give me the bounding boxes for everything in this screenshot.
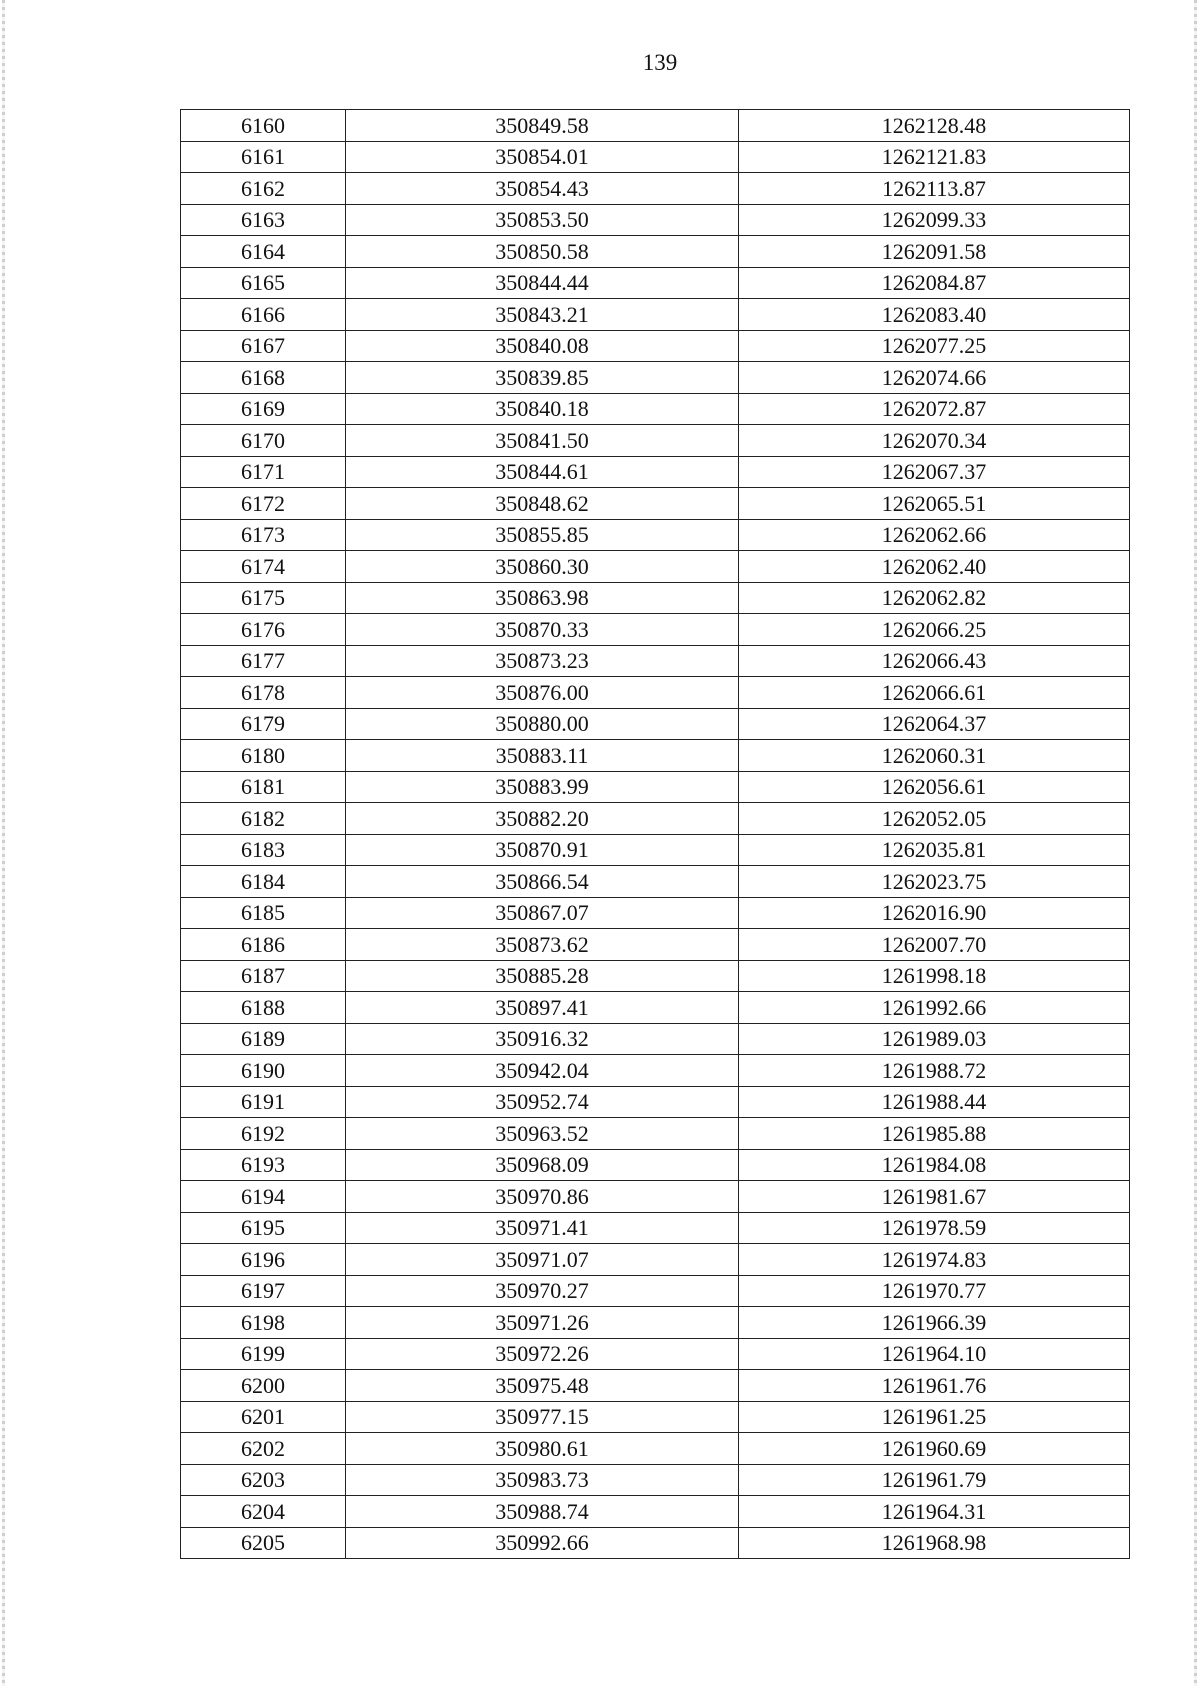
point-number-cell: 6202 [181, 1433, 346, 1465]
x-coordinate-cell: 350849.58 [346, 110, 739, 142]
point-number-cell: 6197 [181, 1275, 346, 1307]
table-row [181, 425, 1130, 457]
y-coordinate-cell: 1262091.58 [739, 236, 1130, 268]
table-row [181, 708, 1130, 740]
point-number-cell: 6196 [181, 1244, 346, 1276]
x-coordinate-cell: 350840.08 [346, 330, 739, 362]
table-row [181, 204, 1130, 236]
point-number-cell: 6180 [181, 740, 346, 772]
y-coordinate-cell: 1262067.37 [739, 456, 1130, 488]
point-number-cell: 6203 [181, 1464, 346, 1496]
point-number-cell: 6200 [181, 1370, 346, 1402]
y-coordinate-cell: 1262121.83 [739, 141, 1130, 173]
table-row [181, 1370, 1130, 1402]
x-coordinate-cell: 350916.32 [346, 1023, 739, 1055]
table-row [181, 582, 1130, 614]
point-number-cell: 6184 [181, 866, 346, 898]
point-number-cell: 6190 [181, 1055, 346, 1087]
x-coordinate-cell: 350844.61 [346, 456, 739, 488]
x-coordinate-cell: 350863.98 [346, 582, 739, 614]
table-row [181, 1464, 1130, 1496]
x-coordinate-cell: 350850.58 [346, 236, 739, 268]
y-coordinate-cell: 1261981.67 [739, 1181, 1130, 1213]
table-row [181, 236, 1130, 268]
x-coordinate-cell: 350971.26 [346, 1307, 739, 1339]
x-coordinate-cell: 350977.15 [346, 1401, 739, 1433]
point-number-cell: 6167 [181, 330, 346, 362]
x-coordinate-cell: 350839.85 [346, 362, 739, 394]
point-number-cell: 6185 [181, 897, 346, 929]
table-row [181, 267, 1130, 299]
x-coordinate-cell: 350970.27 [346, 1275, 739, 1307]
point-number-cell: 6168 [181, 362, 346, 394]
x-coordinate-cell: 350866.54 [346, 866, 739, 898]
point-number-cell: 6165 [181, 267, 346, 299]
y-coordinate-cell: 1261968.98 [739, 1527, 1130, 1559]
scan-edge-left [2, 0, 5, 1686]
x-coordinate-cell: 350848.62 [346, 488, 739, 520]
table-row [181, 992, 1130, 1024]
table-row [181, 866, 1130, 898]
point-number-cell: 6169 [181, 393, 346, 425]
x-coordinate-cell: 350841.50 [346, 425, 739, 457]
table-row [181, 488, 1130, 520]
y-coordinate-cell: 1262035.81 [739, 834, 1130, 866]
table-row [181, 1338, 1130, 1370]
x-coordinate-cell: 350975.48 [346, 1370, 739, 1402]
coordinate-table [180, 109, 1130, 1559]
point-number-cell: 6199 [181, 1338, 346, 1370]
point-number-cell: 6194 [181, 1181, 346, 1213]
table-row [181, 1527, 1130, 1559]
page-number: 139 [642, 50, 678, 75]
x-coordinate-cell: 350873.23 [346, 645, 739, 677]
table-row [181, 771, 1130, 803]
y-coordinate-cell: 1261988.44 [739, 1086, 1130, 1118]
table-row [181, 1244, 1130, 1276]
x-coordinate-cell: 350968.09 [346, 1149, 739, 1181]
x-coordinate-cell: 350844.44 [346, 267, 739, 299]
point-number-cell: 6183 [181, 834, 346, 866]
y-coordinate-cell: 1262023.75 [739, 866, 1130, 898]
y-coordinate-cell: 1261988.72 [739, 1055, 1130, 1087]
y-coordinate-cell: 1261964.10 [739, 1338, 1130, 1370]
table-row [181, 614, 1130, 646]
table-row [181, 1275, 1130, 1307]
table-row [181, 330, 1130, 362]
table-row [181, 1086, 1130, 1118]
table-row [181, 141, 1130, 173]
point-number-cell: 6188 [181, 992, 346, 1024]
point-number-cell: 6195 [181, 1212, 346, 1244]
point-number-cell: 6205 [181, 1527, 346, 1559]
x-coordinate-cell: 350854.43 [346, 173, 739, 205]
x-coordinate-cell: 350980.61 [346, 1433, 739, 1465]
table-row [181, 960, 1130, 992]
table-row [181, 645, 1130, 677]
table-row [181, 362, 1130, 394]
point-number-cell: 6186 [181, 929, 346, 961]
x-coordinate-cell: 350963.52 [346, 1118, 739, 1150]
x-coordinate-cell: 350883.11 [346, 740, 739, 772]
x-coordinate-cell: 350972.26 [346, 1338, 739, 1370]
y-coordinate-cell: 1262060.31 [739, 740, 1130, 772]
point-number-cell: 6172 [181, 488, 346, 520]
point-number-cell: 6174 [181, 551, 346, 583]
point-number-cell: 6191 [181, 1086, 346, 1118]
table-row [181, 110, 1130, 142]
x-coordinate-cell: 350970.86 [346, 1181, 739, 1213]
table-row [181, 740, 1130, 772]
y-coordinate-cell: 1262056.61 [739, 771, 1130, 803]
x-coordinate-cell: 350843.21 [346, 299, 739, 331]
y-coordinate-cell: 1262113.87 [739, 173, 1130, 205]
y-coordinate-cell: 1262070.34 [739, 425, 1130, 457]
y-coordinate-cell: 1261978.59 [739, 1212, 1130, 1244]
x-coordinate-cell: 350873.62 [346, 929, 739, 961]
table-row [181, 834, 1130, 866]
point-number-cell: 6187 [181, 960, 346, 992]
y-coordinate-cell: 1262084.87 [739, 267, 1130, 299]
point-number-cell: 6162 [181, 173, 346, 205]
x-coordinate-cell: 350870.91 [346, 834, 739, 866]
x-coordinate-cell: 350983.73 [346, 1464, 739, 1496]
y-coordinate-cell: 1261992.66 [739, 992, 1130, 1024]
table-row [181, 299, 1130, 331]
table-body [181, 110, 1130, 1559]
point-number-cell: 6198 [181, 1307, 346, 1339]
table-row [181, 173, 1130, 205]
table-row [181, 1149, 1130, 1181]
x-coordinate-cell: 350952.74 [346, 1086, 739, 1118]
point-number-cell: 6192 [181, 1118, 346, 1150]
x-coordinate-cell: 350942.04 [346, 1055, 739, 1087]
x-coordinate-cell: 350882.20 [346, 803, 739, 835]
x-coordinate-cell: 350883.99 [346, 771, 739, 803]
y-coordinate-cell: 1262064.37 [739, 708, 1130, 740]
table-row [181, 456, 1130, 488]
point-number-cell: 6166 [181, 299, 346, 331]
table-row [181, 897, 1130, 929]
table-row [181, 519, 1130, 551]
x-coordinate-cell: 350860.30 [346, 551, 739, 583]
point-number-cell: 6181 [181, 771, 346, 803]
point-number-cell: 6179 [181, 708, 346, 740]
point-number-cell: 6161 [181, 141, 346, 173]
point-number-cell: 6177 [181, 645, 346, 677]
y-coordinate-cell: 1262062.40 [739, 551, 1130, 583]
table-row [181, 1401, 1130, 1433]
table-row [181, 1055, 1130, 1087]
y-coordinate-cell: 1262074.66 [739, 362, 1130, 394]
table-row [181, 677, 1130, 709]
y-coordinate-cell: 1261989.03 [739, 1023, 1130, 1055]
y-coordinate-cell: 1261961.25 [739, 1401, 1130, 1433]
x-coordinate-cell: 350885.28 [346, 960, 739, 992]
point-number-cell: 6170 [181, 425, 346, 457]
y-coordinate-cell: 1262077.25 [739, 330, 1130, 362]
y-coordinate-cell: 1262083.40 [739, 299, 1130, 331]
point-number-cell: 6182 [181, 803, 346, 835]
table-row [181, 1023, 1130, 1055]
x-coordinate-cell: 350971.07 [346, 1244, 739, 1276]
y-coordinate-cell: 1261974.83 [739, 1244, 1130, 1276]
y-coordinate-cell: 1262128.48 [739, 110, 1130, 142]
table-row [181, 1496, 1130, 1528]
y-coordinate-cell: 1261984.08 [739, 1149, 1130, 1181]
y-coordinate-cell: 1262072.87 [739, 393, 1130, 425]
x-coordinate-cell: 350876.00 [346, 677, 739, 709]
point-number-cell: 6160 [181, 110, 346, 142]
y-coordinate-cell: 1261998.18 [739, 960, 1130, 992]
table-row [181, 1433, 1130, 1465]
point-number-cell: 6176 [181, 614, 346, 646]
y-coordinate-cell: 1261966.39 [739, 1307, 1130, 1339]
point-number-cell: 6193 [181, 1149, 346, 1181]
x-coordinate-cell: 350988.74 [346, 1496, 739, 1528]
y-coordinate-cell: 1261960.69 [739, 1433, 1130, 1465]
point-number-cell: 6171 [181, 456, 346, 488]
point-number-cell: 6178 [181, 677, 346, 709]
x-coordinate-cell: 350867.07 [346, 897, 739, 929]
x-coordinate-cell: 350897.41 [346, 992, 739, 1024]
y-coordinate-cell: 1261964.31 [739, 1496, 1130, 1528]
y-coordinate-cell: 1262062.66 [739, 519, 1130, 551]
y-coordinate-cell: 1262062.82 [739, 582, 1130, 614]
y-coordinate-cell: 1261970.77 [739, 1275, 1130, 1307]
point-number-cell: 6189 [181, 1023, 346, 1055]
x-coordinate-cell: 350853.50 [346, 204, 739, 236]
table-row [181, 393, 1130, 425]
y-coordinate-cell: 1261961.76 [739, 1370, 1130, 1402]
table-row [181, 1118, 1130, 1150]
point-number-cell: 6173 [181, 519, 346, 551]
y-coordinate-cell: 1261961.79 [739, 1464, 1130, 1496]
table-row [181, 1181, 1130, 1213]
y-coordinate-cell: 1262052.05 [739, 803, 1130, 835]
table-row [181, 551, 1130, 583]
y-coordinate-cell: 1262066.61 [739, 677, 1130, 709]
x-coordinate-cell: 350870.33 [346, 614, 739, 646]
table-row [181, 929, 1130, 961]
x-coordinate-cell: 350855.85 [346, 519, 739, 551]
point-number-cell: 6164 [181, 236, 346, 268]
x-coordinate-cell: 350880.00 [346, 708, 739, 740]
y-coordinate-cell: 1262099.33 [739, 204, 1130, 236]
y-coordinate-cell: 1261985.88 [739, 1118, 1130, 1150]
scan-edge-right [1194, 0, 1197, 1686]
table-row [181, 803, 1130, 835]
y-coordinate-cell: 1262066.25 [739, 614, 1130, 646]
y-coordinate-cell: 1262066.43 [739, 645, 1130, 677]
table-row [181, 1212, 1130, 1244]
y-coordinate-cell: 1262016.90 [739, 897, 1130, 929]
x-coordinate-cell: 350992.66 [346, 1527, 739, 1559]
table-row [181, 1307, 1130, 1339]
x-coordinate-cell: 350971.41 [346, 1212, 739, 1244]
point-number-cell: 6204 [181, 1496, 346, 1528]
y-coordinate-cell: 1262007.70 [739, 929, 1130, 961]
point-number-cell: 6163 [181, 204, 346, 236]
x-coordinate-cell: 350854.01 [346, 141, 739, 173]
x-coordinate-cell: 350840.18 [346, 393, 739, 425]
point-number-cell: 6201 [181, 1401, 346, 1433]
point-number-cell: 6175 [181, 582, 346, 614]
y-coordinate-cell: 1262065.51 [739, 488, 1130, 520]
